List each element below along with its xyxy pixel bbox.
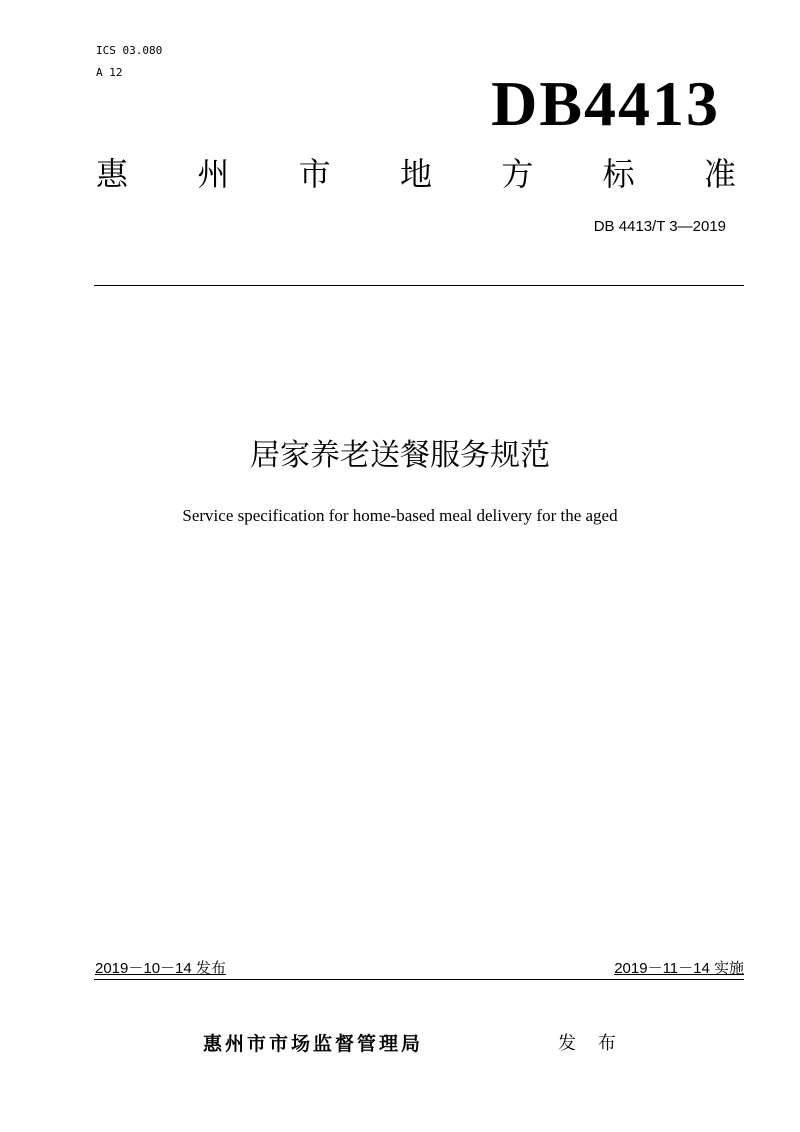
standard-type-char: 方 <box>501 155 534 193</box>
release-date: 2019－10－14 发布 <box>95 960 226 977</box>
issuing-authority: 惠州市市场监督管理局 <box>203 1033 424 1055</box>
bottom-divider <box>94 979 744 980</box>
standard-number: DB 4413/T 3—2019 <box>593 218 726 235</box>
db-code-title: DB4413 <box>491 68 720 139</box>
standard-type-char: 市 <box>298 155 331 193</box>
classification-code: A 12 <box>96 66 123 79</box>
document-title-english: Service specification for home-based meal delivery for the aged <box>182 506 618 525</box>
standard-type-char: 州 <box>197 155 230 193</box>
standard-type-char: 标 <box>602 155 635 193</box>
ics-code: ICS 03.080 <box>96 44 163 57</box>
publish-label: 发 布 <box>558 1033 624 1054</box>
standard-type-char: 准 <box>703 155 736 193</box>
ics-block <box>96 40 162 84</box>
implementation-date: 2019－11－14 实施 <box>614 960 744 977</box>
document-title-chinese: 居家养老送餐服务规范 <box>250 438 550 473</box>
standard-type-char: 地 <box>399 155 432 193</box>
top-divider <box>94 285 744 286</box>
standard-type-heading <box>96 152 736 196</box>
standard-type-char: 惠 <box>96 155 129 193</box>
